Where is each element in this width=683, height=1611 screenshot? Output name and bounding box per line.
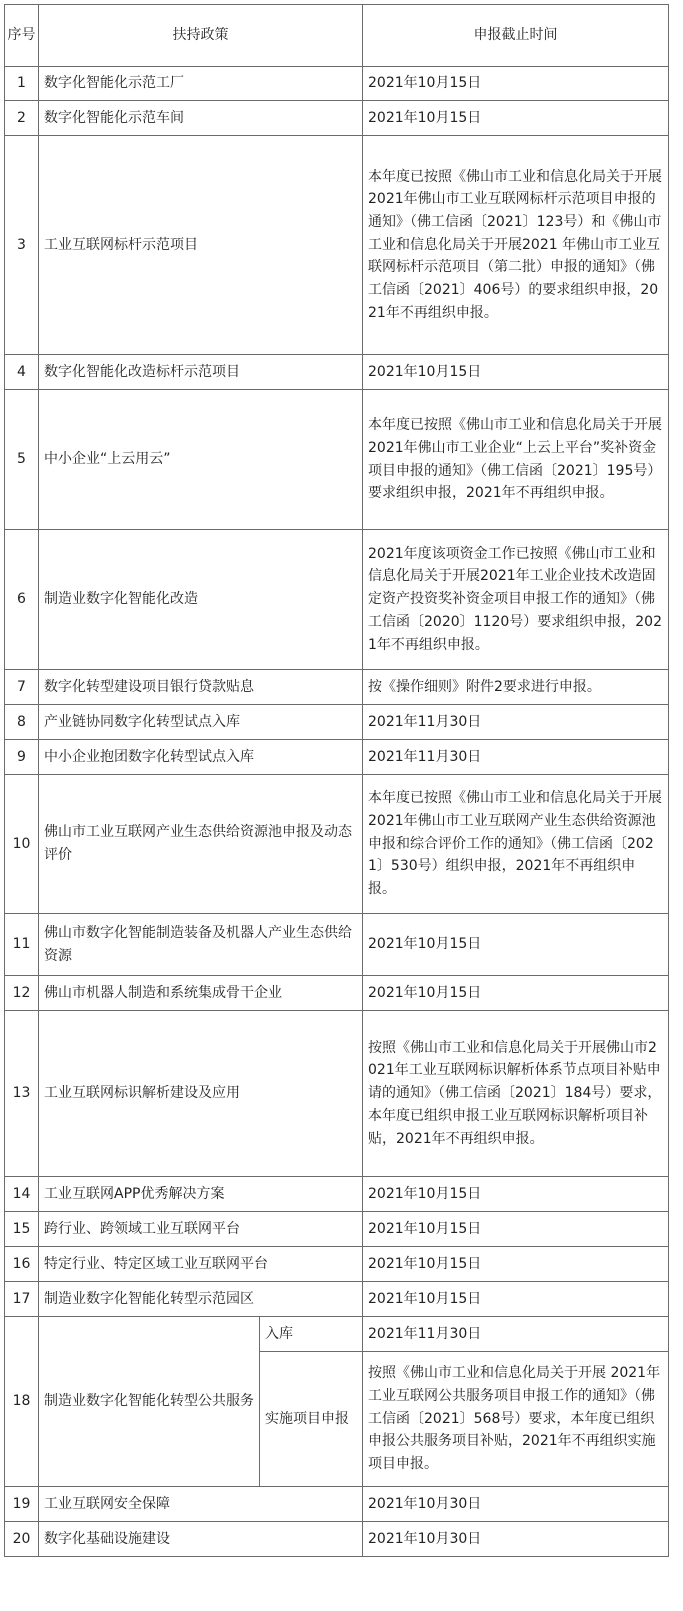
deadline: 2021年10月15日 (363, 1177, 669, 1212)
policy-name: 工业互联网安全保障 (39, 1487, 363, 1522)
row-number: 16 (5, 1247, 39, 1282)
policy-name: 佛山市机器人制造和系统集成骨干企业 (39, 976, 363, 1011)
policy-name: 中小企业“上云用云” (39, 390, 363, 530)
policy-name: 工业互联网标杆示范项目 (39, 136, 363, 355)
table-row (5, 355, 669, 390)
policy-name: 特定行业、特定区域工业互联网平台 (39, 1247, 363, 1282)
table-row (5, 705, 669, 740)
row-number: 2 (5, 101, 39, 136)
table-row (5, 390, 669, 530)
table-row (5, 670, 669, 705)
deadline: 2021年10月15日 (363, 355, 669, 390)
header-policy: 扶持政策 (39, 5, 363, 67)
policy-name: 数字化智能化示范车间 (39, 101, 363, 136)
row-number: 3 (5, 136, 39, 355)
table-row (5, 740, 669, 775)
header-deadline: 申报截止时间 (363, 5, 669, 67)
table-row (5, 530, 669, 670)
deadline: 2021年10月30日 (363, 1522, 669, 1557)
row-number: 20 (5, 1522, 39, 1557)
policy-name: 数字化智能化改造标杆示范项目 (39, 355, 363, 390)
deadline: 2021年10月15日 (363, 914, 669, 976)
policy-name: 制造业数字化智能化转型示范园区 (39, 1282, 363, 1317)
deadline: 2021年11月30日 (363, 705, 669, 740)
row-number: 11 (5, 914, 39, 976)
policy-name: 制造业数字化智能化转型公共服务 (39, 1317, 260, 1487)
row-number: 19 (5, 1487, 39, 1522)
row-number: 14 (5, 1177, 39, 1212)
table-row (5, 136, 669, 355)
deadline: 2021年11月30日 (363, 740, 669, 775)
row-number: 8 (5, 705, 39, 740)
row-number: 5 (5, 390, 39, 530)
policy-name: 工业互联网APP优秀解决方案 (39, 1177, 363, 1212)
table-row (5, 914, 669, 976)
policy-name: 工业互联网标识解析建设及应用 (39, 1011, 363, 1177)
header-no: 序号 (5, 5, 39, 67)
row-number: 7 (5, 670, 39, 705)
policy-name: 产业链协同数字化转型试点入库 (39, 705, 363, 740)
policy-name: 制造业数字化智能化改造 (39, 530, 363, 670)
row-number: 18 (5, 1317, 39, 1487)
policy-name: 中小企业抱团数字化转型试点入库 (39, 740, 363, 775)
table-row (5, 101, 669, 136)
table-row (5, 1282, 669, 1317)
policy-name: 佛山市数字化智能制造装备及机器人产业生态供给资源 (39, 914, 363, 976)
sub-item-label: 实施项目申报 (260, 1352, 363, 1487)
table-row (5, 1247, 669, 1282)
row-number: 9 (5, 740, 39, 775)
table-row (5, 1177, 669, 1212)
table-row (5, 976, 669, 1011)
deadline: 2021年10月15日 (363, 976, 669, 1011)
policy-name: 数字化转型建设项目银行贷款贴息 (39, 670, 363, 705)
deadline: 2021年10月15日 (363, 1212, 669, 1247)
sub-item-label: 入库 (260, 1317, 363, 1352)
deadline: 2021年10月15日 (363, 1282, 669, 1317)
deadline: 本年度已按照《佛山市工业和信息化局关于开展2021年佛山市工业企业“上云上平台”奖补资金项目申报的通知》（佛工信函〔2021〕195号）要求组织申报，2021年不再组织申报。 (363, 390, 669, 530)
deadline: 2021年10月30日 (363, 1487, 669, 1522)
deadline: 2021年11月30日 (363, 1317, 669, 1352)
deadline: 本年度已按照《佛山市工业和信息化局关于开展2021年佛山市工业互联网标杆示范项目申报的通知》（佛工信函〔2021〕123号）和《佛山市工业和信息化局关于开展2021 年佛山市工业互联网标杆示范项目（第二批）申报的通知》（佛工信函〔2021〕406号）的要求组织申报，2021年不再组织申报。 (363, 136, 669, 355)
deadline: 2021年10月15日 (363, 101, 669, 136)
policy-name: 数字化基础设施建设 (39, 1522, 363, 1557)
policy-deadline-table (4, 4, 669, 1557)
row-number: 6 (5, 530, 39, 670)
policy-name: 佛山市工业互联网产业生态供给资源池申报及动态评价 (39, 775, 363, 914)
row-number: 4 (5, 355, 39, 390)
table-row (5, 775, 669, 914)
header-row (5, 5, 669, 67)
policy-name: 数字化智能化示范工厂 (39, 67, 363, 101)
row-number: 12 (5, 976, 39, 1011)
table-row (5, 1212, 669, 1247)
deadline: 本年度已按照《佛山市工业和信息化局关于开展2021年佛山市工业互联网产业生态供给资源池申报和综合评价工作的通知》（佛工信函〔2021〕530号）组织申报，2021年不再组织申报。 (363, 775, 669, 914)
policy-name: 跨行业、跨领域工业互联网平台 (39, 1212, 363, 1247)
table-row (5, 1011, 669, 1177)
deadline: 2021年度该项资金工作已按照《佛山市工业和信息化局关于开展2021年工业企业技术改造固定资产投资奖补资金项目申报工作的通知》（佛工信函〔2020〕1120号）要求组织申报，2021年不再组织申报。 (363, 530, 669, 670)
deadline: 按《操作细则》附件2要求进行申报。 (363, 670, 669, 705)
deadline: 2021年10月15日 (363, 67, 669, 101)
row-number: 10 (5, 775, 39, 914)
table-row (5, 1522, 669, 1557)
table-row (5, 67, 669, 101)
table-row (5, 1317, 669, 1352)
row-number: 1 (5, 67, 39, 101)
deadline: 2021年10月15日 (363, 1247, 669, 1282)
table-row (5, 1487, 669, 1522)
row-number: 17 (5, 1282, 39, 1317)
deadline: 按照《佛山市工业和信息化局关于开展 2021年工业互联网公共服务项目申报工作的通知》（佛工信函〔2021〕568号）要求，本年度已组织申报公共服务项目补贴，2021年不再组织实施项目申报。 (363, 1352, 669, 1487)
row-number: 15 (5, 1212, 39, 1247)
deadline: 按照《佛山市工业和信息化局关于开展佛山市2021年工业互联网标识解析体系节点项目补贴申请的通知》（佛工信函〔2021〕184号）要求，本年度已组织申报工业互联网标识解析项目补贴，2021年不再组织申报。 (363, 1011, 669, 1177)
row-number: 13 (5, 1011, 39, 1177)
